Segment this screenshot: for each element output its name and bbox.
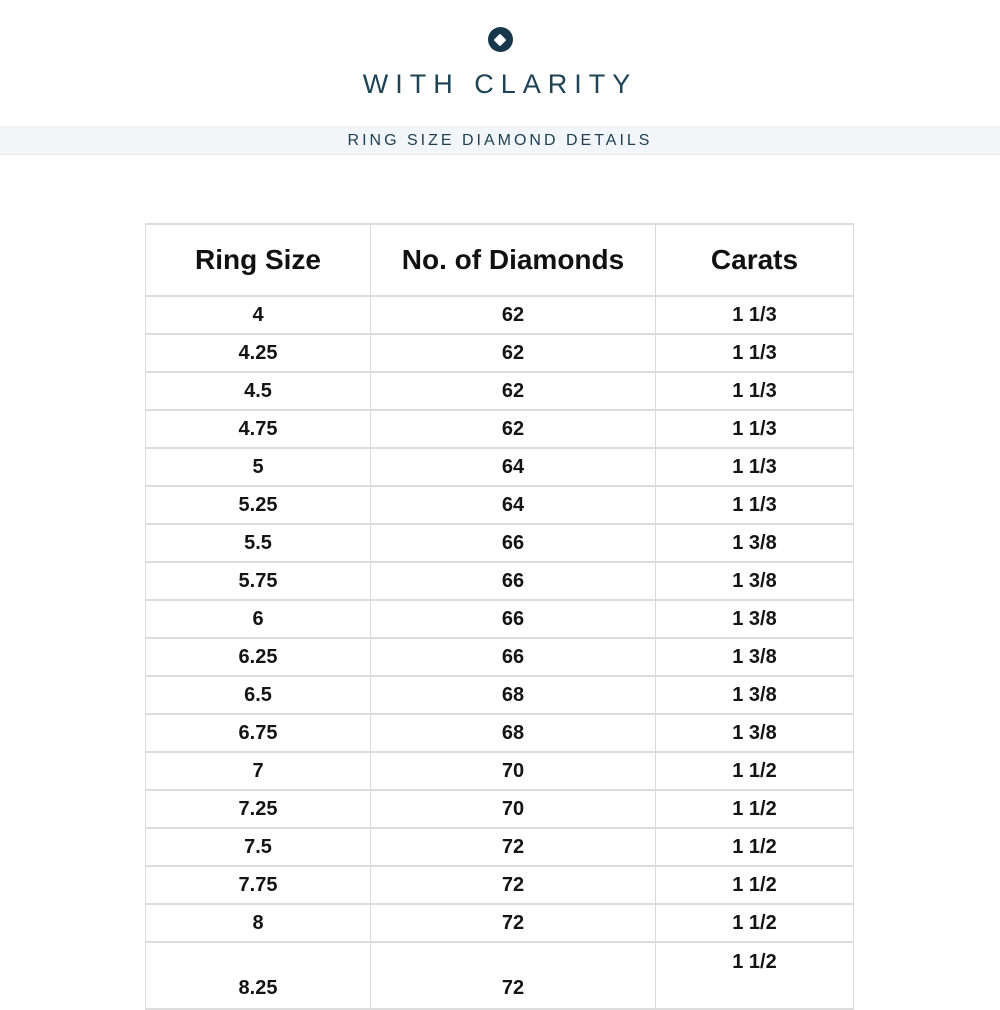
page-header <box>0 0 1000 100</box>
ring-size-cell: 7.75 <box>146 866 371 904</box>
carats-cell: 1 3/8 <box>656 562 854 600</box>
carats-cell: 1 3/8 <box>656 638 854 676</box>
table-row <box>146 448 854 486</box>
carats-cell: 1 1/2 <box>656 942 854 1009</box>
ring-size-cell: 8 <box>146 904 371 942</box>
diamond-count-cell: 66 <box>371 562 656 600</box>
table-body <box>146 296 854 1009</box>
diamond-count-cell: 62 <box>371 296 656 334</box>
diamond-count-cell: 70 <box>371 790 656 828</box>
ring-size-cell: 8.25 <box>146 942 371 1009</box>
table-header-row <box>146 224 854 296</box>
ring-size-cell: 4.75 <box>146 410 371 448</box>
table-row <box>146 524 854 562</box>
table-row <box>146 904 854 942</box>
table-row <box>146 942 854 1009</box>
diamond-count-cell: 64 <box>371 486 656 524</box>
ring-size-table <box>145 223 854 1010</box>
diamond-icon <box>494 33 507 46</box>
diamond-count-cell: 70 <box>371 752 656 790</box>
ring-size-cell: 4 <box>146 296 371 334</box>
diamond-count-cell: 68 <box>371 676 656 714</box>
table-row <box>146 828 854 866</box>
diamond-count-cell: 62 <box>371 410 656 448</box>
ring-size-cell: 6.5 <box>146 676 371 714</box>
ring-size-cell: 5.25 <box>146 486 371 524</box>
carats-cell: 1 3/8 <box>656 524 854 562</box>
carats-cell: 1 1/3 <box>656 410 854 448</box>
carats-cell: 1 1/3 <box>656 334 854 372</box>
table-row <box>146 372 854 410</box>
table-row <box>146 600 854 638</box>
carats-cell: 1 1/3 <box>656 296 854 334</box>
ring-size-cell: 6.25 <box>146 638 371 676</box>
brand-logo <box>488 27 513 52</box>
diamond-count-cell: 66 <box>371 638 656 676</box>
ring-size-cell: 6 <box>146 600 371 638</box>
section-banner <box>0 126 1000 155</box>
brand-name: WITH CLARITY <box>362 69 638 99</box>
diamond-count-cell: 66 <box>371 524 656 562</box>
ring-size-cell: 5.5 <box>146 524 371 562</box>
diamond-count-cell: 62 <box>371 372 656 410</box>
ring-size-table-container <box>145 223 853 1010</box>
ring-size-cell: 5.75 <box>146 562 371 600</box>
banner-title: RING SIZE DIAMOND DETAILS <box>347 132 653 149</box>
table-row <box>146 714 854 752</box>
diamond-count-cell: 72 <box>371 866 656 904</box>
table-row <box>146 296 854 334</box>
ring-size-cell: 5 <box>146 448 371 486</box>
table-row <box>146 866 854 904</box>
carats-cell: 1 3/8 <box>656 714 854 752</box>
table-row <box>146 752 854 790</box>
carats-cell: 1 1/3 <box>656 486 854 524</box>
column-header-no-of-diamonds: No. of Diamonds <box>371 224 656 296</box>
carats-cell: 1 1/2 <box>656 752 854 790</box>
table-row <box>146 334 854 372</box>
carats-cell: 1 1/2 <box>656 828 854 866</box>
carats-cell: 1 1/2 <box>656 866 854 904</box>
diamond-count-cell: 72 <box>371 904 656 942</box>
diamond-count-cell: 64 <box>371 448 656 486</box>
ring-size-cell: 6.75 <box>146 714 371 752</box>
table-row <box>146 638 854 676</box>
diamond-count-cell: 68 <box>371 714 656 752</box>
table-row <box>146 790 854 828</box>
diamond-count-cell: 62 <box>371 334 656 372</box>
table-row <box>146 410 854 448</box>
ring-size-cell: 4.25 <box>146 334 371 372</box>
ring-size-cell: 7.25 <box>146 790 371 828</box>
diamond-count-cell: 72 <box>371 828 656 866</box>
carats-cell: 1 1/3 <box>656 372 854 410</box>
carats-cell: 1 3/8 <box>656 600 854 638</box>
table-row <box>146 562 854 600</box>
diamond-count-cell: 66 <box>371 600 656 638</box>
diamond-count-cell: 72 <box>371 942 656 1009</box>
ring-size-cell: 7.5 <box>146 828 371 866</box>
column-header-ring-size: Ring Size <box>146 224 371 296</box>
ring-size-cell: 4.5 <box>146 372 371 410</box>
table-row <box>146 486 854 524</box>
carats-cell: 1 1/3 <box>656 448 854 486</box>
carats-cell: 1 3/8 <box>656 676 854 714</box>
ring-size-cell: 7 <box>146 752 371 790</box>
carats-cell: 1 1/2 <box>656 904 854 942</box>
table-row <box>146 676 854 714</box>
column-header-carats: Carats <box>656 224 854 296</box>
carats-cell: 1 1/2 <box>656 790 854 828</box>
